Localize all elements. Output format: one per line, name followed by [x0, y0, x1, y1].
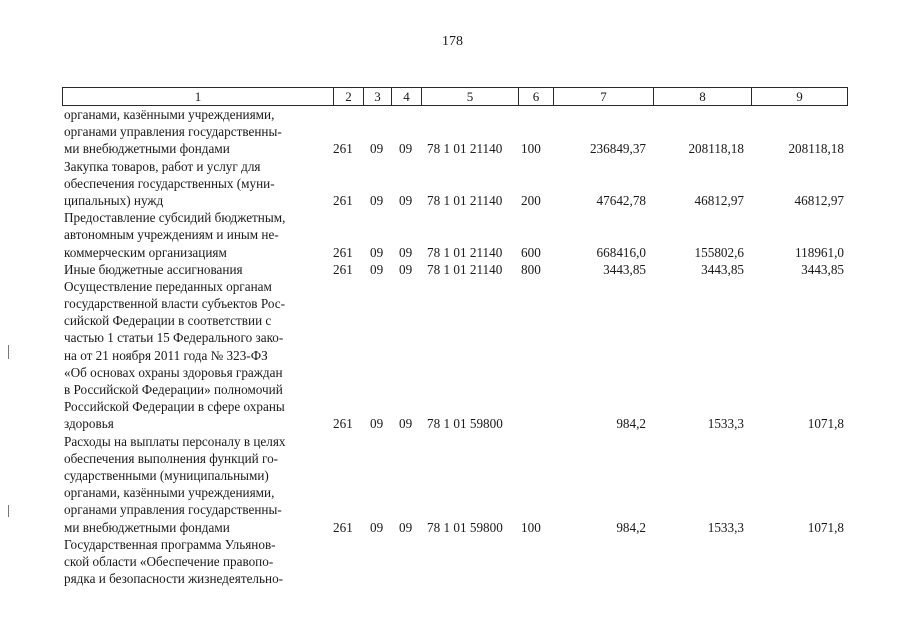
- row-values: [0, 570, 905, 587]
- page-number: 178: [442, 34, 463, 49]
- table-row: [0, 278, 905, 433]
- description-line: Предоставление субсидий бюджетным,: [64, 210, 286, 226]
- description-line: в Российской Федерации» полномочий: [64, 382, 283, 397]
- section-code: 09: [370, 192, 384, 208]
- value-col-9: 1071,8: [807, 416, 844, 432]
- description-line: Российской Федерации в сфере охраны: [64, 399, 285, 415]
- row-values: [0, 192, 905, 209]
- description-line: Закупка товаров, работ и услуг для: [64, 158, 261, 174]
- description-line: частью 1 статьи 15 Федерального зако-: [64, 330, 284, 346]
- value-col-8: 208118,18: [688, 141, 744, 157]
- table-row: [0, 106, 905, 158]
- row-description: [64, 278, 328, 433]
- description-line: коммерческим организациям: [64, 244, 227, 260]
- row-values: [0, 244, 905, 261]
- value-col-8: 46812,97: [694, 192, 744, 208]
- row-values: [0, 261, 905, 278]
- table-body: [0, 106, 905, 587]
- target-article: 78 1 01 21140: [427, 141, 503, 157]
- admin-code: 261: [333, 141, 353, 157]
- description-line: органами, казёнными учреждениями,: [64, 485, 275, 501]
- value-col-8: 3443,85: [701, 261, 744, 277]
- target-article: 78 1 01 59800: [427, 519, 503, 535]
- value-col-8: 1533,3: [707, 519, 744, 535]
- expense-type: 600: [521, 244, 541, 260]
- value-col-7: 984,2: [616, 416, 646, 432]
- description-line: «Об основах охраны здоровья граждан: [64, 364, 283, 380]
- value-col-9: 3443,85: [801, 261, 844, 277]
- subsection-code: 09: [399, 244, 413, 260]
- value-col-7: 47642,78: [596, 192, 646, 208]
- value-col-9: 1071,8: [807, 519, 844, 535]
- description-line: органами управления государственны-: [64, 124, 282, 140]
- value-col-8: 1533,3: [707, 416, 744, 432]
- description-line: ской области «Обеспечение правопо-: [64, 553, 274, 569]
- section-code: 09: [370, 519, 384, 535]
- section-code: 09: [370, 141, 384, 157]
- header-col-6: 6: [518, 88, 553, 105]
- description-line: государственной власти субъектов Рос-: [64, 296, 286, 312]
- header-col-7: 7: [553, 88, 653, 105]
- row-values: [0, 519, 905, 536]
- table-row: [0, 261, 905, 278]
- description-line: Иные бюджетные ассигнования: [64, 261, 243, 277]
- description-line: органами, казёнными учреждениями,: [64, 107, 275, 122]
- description-line: Государственная программа Ульянов-: [64, 536, 276, 552]
- header-col-4: 4: [391, 88, 421, 105]
- scan-mark: [8, 505, 9, 517]
- value-col-7: 984,2: [616, 519, 646, 535]
- description-line: органами управления государственны-: [64, 502, 282, 518]
- subsection-code: 09: [399, 192, 413, 208]
- table-row: [0, 158, 905, 210]
- admin-code: 261: [333, 261, 353, 277]
- section-code: 09: [370, 244, 384, 260]
- header-col-9: 9: [751, 88, 847, 105]
- value-col-9: 118961,0: [795, 244, 844, 260]
- description-line: ми внебюджетными фондами: [64, 141, 230, 157]
- table-header: [62, 87, 848, 106]
- description-line: Осуществление переданных органам: [64, 278, 272, 294]
- value-col-7: 3443,85: [603, 261, 646, 277]
- header-col-1: 1: [194, 89, 202, 104]
- description-line: Расходы на выплаты персоналу в целях: [64, 433, 286, 449]
- section-code: 09: [370, 416, 384, 432]
- admin-code: 261: [333, 244, 353, 260]
- target-article: 78 1 01 21140: [427, 192, 503, 208]
- description-line: рядка и безопасности жизнедеятельно-: [64, 571, 284, 587]
- description-line: ми внебюджетными фондами: [64, 519, 230, 535]
- description-line: обеспечения государственных (муни-: [64, 175, 275, 191]
- expense-type: 800: [521, 261, 541, 277]
- value-col-8: 155802,6: [694, 244, 744, 260]
- scan-mark: [8, 345, 9, 359]
- header-col-2: 2: [333, 88, 363, 105]
- expense-type: 200: [521, 192, 541, 208]
- subsection-code: 09: [399, 519, 413, 535]
- subsection-code: 09: [399, 141, 413, 157]
- description-line: ципальных) нужд: [64, 192, 164, 208]
- header-col-5: 5: [421, 88, 518, 105]
- table-row: [0, 536, 905, 588]
- description-line: автономным учреждениям и иным не-: [64, 227, 279, 243]
- value-col-9: 46812,97: [794, 192, 844, 208]
- subsection-code: 09: [399, 416, 413, 432]
- value-col-7: 668416,0: [596, 244, 646, 260]
- expense-type: 100: [521, 141, 541, 157]
- admin-code: 261: [333, 519, 353, 535]
- target-article: 78 1 01 21140: [427, 244, 503, 260]
- header-col-8: 8: [653, 88, 751, 105]
- section-code: 09: [370, 261, 384, 277]
- value-col-9: 208118,18: [788, 141, 844, 157]
- admin-code: 261: [333, 192, 353, 208]
- header-col-3: 3: [363, 88, 391, 105]
- description-line: сийской Федерации в соответствии с: [64, 313, 272, 329]
- admin-code: 261: [333, 416, 353, 432]
- expense-type: 100: [521, 519, 541, 535]
- description-line: сударственными (муниципальными): [64, 467, 269, 483]
- table-row: [0, 433, 905, 536]
- target-article: 78 1 01 21140: [427, 261, 503, 277]
- table-row: [0, 209, 905, 261]
- description-line: обеспечения выполнения функций го-: [64, 450, 279, 466]
- value-col-7: 236849,37: [589, 141, 646, 157]
- subsection-code: 09: [399, 261, 413, 277]
- row-values: [0, 415, 905, 432]
- description-line: на от 21 ноября 2011 года № 323-ФЗ: [64, 347, 268, 363]
- target-article: 78 1 01 59800: [427, 416, 503, 432]
- description-line: здоровья: [64, 416, 114, 432]
- row-values: [0, 140, 905, 157]
